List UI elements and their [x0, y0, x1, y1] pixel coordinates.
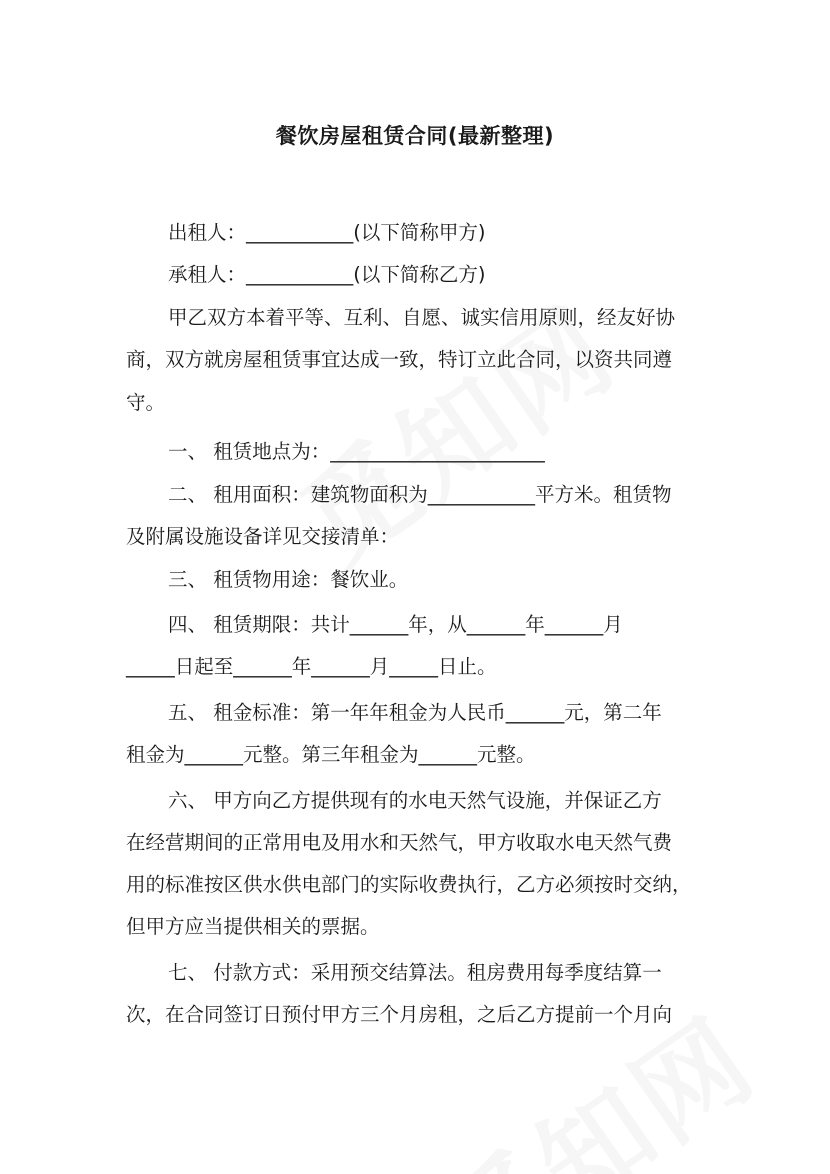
preamble-line: 甲乙双方本着平等、互利、自愿、诚实信用原则，经友好协 — [168, 306, 676, 329]
clause-6-line: 在经营期间的正常用电及用水和天然气，甲方收取水电天然气费 — [126, 831, 673, 854]
clause-6-line: 六、 甲方向乙方提供现有的水电天然气设施，并保证乙方 — [168, 789, 662, 812]
clause-7-line: 次，在合同签订日预付甲方三个月房租，之后乙方提前一个月向 — [126, 1003, 673, 1026]
lessee-line: 承租人：___________(以下简称乙方) — [168, 263, 486, 286]
lessor-line: 出租人：___________(以下简称甲方) — [168, 221, 486, 244]
clause-6-line: 用的标准按区供水供电部门的实际收费执行，乙方必须按时交纳， — [126, 873, 692, 896]
clause-5-line: 租金为______元整。第三年租金为______元整。 — [126, 743, 536, 766]
clause-1-line: 一、 租赁地点为：______________________ — [168, 440, 545, 463]
clause-2-line: 二、 租用面积：建筑物面积为___________平方米。租赁物 — [168, 483, 672, 506]
page-title: 餐饮房屋租赁合同(最新整理) — [275, 124, 555, 148]
clause-4-line: 四、 租赁期限：共计______年，从______年______月 — [168, 613, 623, 636]
preamble-line: 守。 — [126, 391, 166, 414]
preamble-line: 商，双方就房屋租赁事宜达成一致，特订立此合同，以资共同遵 — [126, 348, 673, 371]
clause-2-line: 及附属设施设备详见交接清单： — [126, 525, 400, 548]
clause-6-line: 但甲方应当提供相关的票据。 — [126, 915, 380, 938]
clause-4-line: _____日起至______年______月_____日止。 — [126, 655, 497, 678]
clause-5-line: 五、 租金标准：第一年年租金为人民币______元，第二年 — [168, 701, 662, 724]
clause-7-line: 七、 付款方式：采用预交结算法。租房费用每季度结算一 — [168, 961, 662, 984]
clause-3-line: 三、 租赁物用途：餐饮业。 — [168, 568, 409, 591]
